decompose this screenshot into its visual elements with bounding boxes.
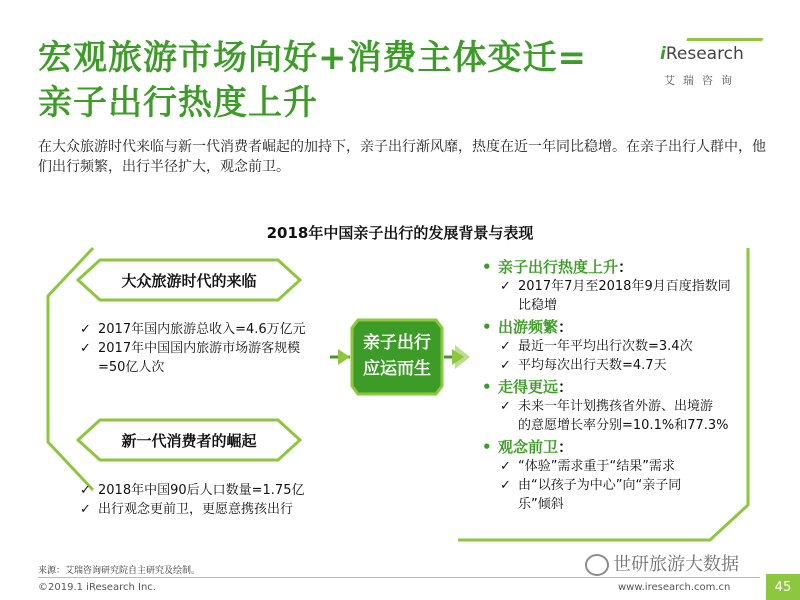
check-icon: ✓	[500, 358, 511, 373]
top-hexagon-box	[78, 260, 300, 300]
bullet-text: 平均每次出行天数=4.7天	[518, 358, 667, 373]
left-top-bullets	[80, 320, 306, 377]
logo-subtitle: 艾瑞咨询	[664, 74, 740, 87]
right-arrowhead-shadow	[455, 345, 470, 369]
section-heading	[482, 317, 731, 337]
check-icon: ✓	[500, 478, 511, 493]
bullet-text: “体验”需求重于“结果”需求	[518, 459, 675, 474]
right-section	[482, 317, 731, 375]
check-icon: ✓	[80, 322, 91, 337]
wechat-icon	[585, 554, 609, 576]
source-note: 来源：艾瑞咨询研究院自主研究及绘制。	[38, 566, 201, 576]
bullet-text: =50亿人次	[98, 360, 165, 375]
check-icon: ✓	[80, 483, 91, 498]
watermark-text: 世研旅游大数据	[613, 554, 739, 575]
list-item	[80, 339, 306, 358]
bullet-text: 2018年中国90后人口数量=1.75亿	[98, 483, 305, 498]
center-line-2: 应运而生	[363, 359, 431, 379]
title-line-1: 宏观旅游市场向好+消费主体变迁=	[38, 38, 587, 78]
watermark	[585, 550, 739, 576]
list-item	[482, 296, 731, 315]
section-heading	[482, 377, 731, 397]
bullet-text: 由“以孩子为中心”向“亲子同	[518, 478, 682, 493]
footer-divider	[38, 577, 760, 578]
bullet-text: 未来一年计划携孩省外游、出境游	[518, 399, 714, 414]
heading-colon: ：	[558, 438, 574, 456]
bullet-text: 比稳增	[518, 298, 558, 313]
bullet-text: 2017年中国国内旅游市场游客规模	[98, 341, 301, 356]
heading-text: 出游频繁	[498, 318, 559, 336]
list-item	[482, 356, 731, 375]
list-item	[482, 476, 731, 495]
bullet-text: 最近一年平均出行次数=3.4次	[518, 339, 693, 354]
heading-colon: ：	[558, 378, 574, 396]
list-item	[482, 337, 731, 356]
title-line-2: 亲子出行热度上升	[38, 83, 318, 123]
center-label	[352, 330, 442, 382]
list-item	[80, 500, 304, 519]
list-item	[80, 320, 306, 339]
page-number: 45	[766, 574, 800, 600]
section-heading	[482, 257, 731, 277]
heading-colon: ：	[618, 258, 634, 276]
check-icon: ✓	[500, 339, 511, 354]
list-item	[80, 358, 306, 377]
left-arrowhead	[338, 349, 350, 365]
check-icon: ✓	[500, 459, 511, 474]
left-bottom-bullets	[80, 481, 304, 519]
bullet-text: 2017年国内旅游总收入=4.6万亿元	[98, 322, 306, 337]
bullet-dot-icon: •	[482, 438, 492, 456]
list-item	[80, 481, 304, 500]
center-line-1: 亲子出行	[363, 333, 431, 353]
list-item	[482, 495, 731, 514]
bullet-text: 乐”倾斜	[518, 497, 564, 512]
heading-text: 走得更远	[498, 378, 559, 396]
bullet-text: 的意愿增长率分别=10.1%和77.3%	[518, 418, 729, 433]
heading-text: 观念前卫	[498, 438, 559, 456]
bullet-text: 出行观念更前卫，更愿意携孩出行	[98, 502, 294, 517]
right-section	[482, 437, 731, 514]
bullet-text: 2017年7月至2018年9月百度指数同	[518, 279, 731, 294]
copyright: ©2019.1 iResearch Inc.	[38, 582, 156, 593]
check-icon: ✓	[80, 502, 91, 517]
list-item	[482, 457, 731, 476]
check-icon: ✓	[80, 341, 91, 356]
right-section	[482, 257, 731, 315]
bullet-dot-icon: •	[482, 318, 492, 336]
check-icon: ✓	[500, 279, 511, 294]
top-hexagon-label: 大众旅游时代的来临	[121, 271, 257, 290]
bullet-dot-icon: •	[482, 258, 492, 276]
diagram-title: 2018年中国亲子出行的发展背景与表现	[266, 224, 534, 242]
list-item	[482, 277, 731, 296]
list-item	[482, 397, 731, 416]
list-item	[482, 416, 731, 435]
right-section	[482, 377, 731, 435]
heading-colon: ：	[558, 318, 574, 336]
bottom-hexagon-box	[78, 420, 300, 460]
heading-text: 亲子出行热度上升	[498, 258, 619, 276]
intro-paragraph: 在大众旅游时代来临与新一代消费者崛起的加持下，亲子出行渐风靡，热度在近一年同比稳增。在亲子出行人群中，他们出行频繁，出行半径扩大，观念前卫。	[38, 139, 766, 175]
right-column	[482, 257, 731, 514]
logo-i: i	[660, 44, 666, 64]
section-heading	[482, 437, 731, 457]
bottom-hexagon-label: 新一代消费者的崛起	[121, 431, 257, 450]
check-icon: ✓	[500, 399, 511, 414]
logo-research: Research	[665, 44, 744, 64]
bullet-dot-icon: •	[482, 378, 492, 396]
website-url: www.iresearch.com.cn	[618, 582, 731, 593]
